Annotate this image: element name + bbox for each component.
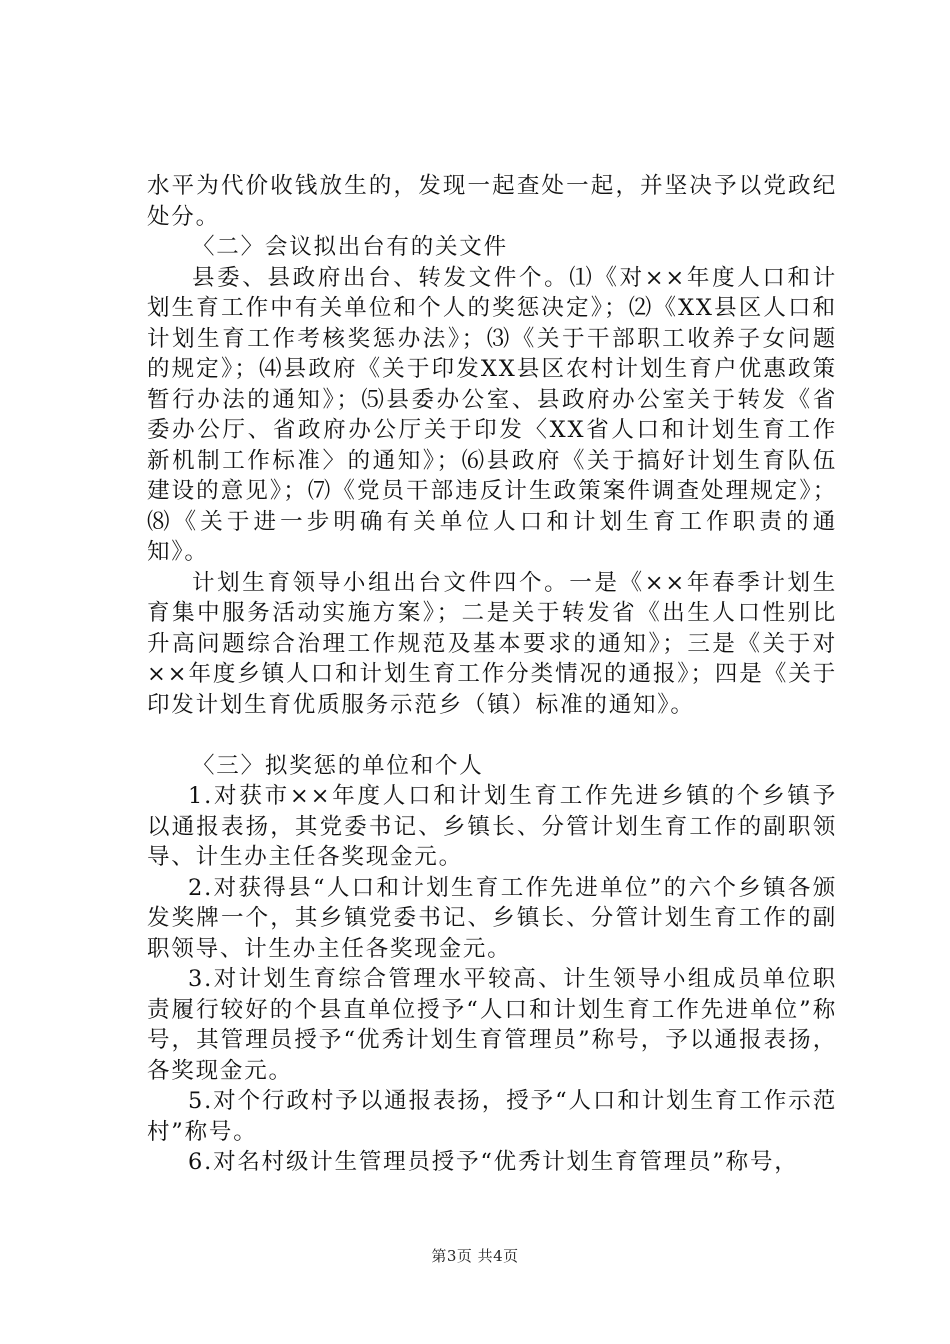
document-body: [147, 171, 837, 1178]
list-item-3: 3.对计划生育综合管理水平较高、计生领导小组成员单位职责履行较好的个县直单位授予“人口和计划生育工作先进单位”称号，其管理员授予“优秀计划生育管理员”称号，予以通报表扬，各奖现金元。: [147, 966, 837, 1084]
paragraph-continuation: 水平为代价收钱放生的，发现一起查处一起，并坚决予以党政纪处分。: [147, 173, 837, 230]
paragraph-county-documents: 县委、县政府出台、转发文件个。⑴《对××年度人口和计划生育工作中有关单位和个人的奖惩决定》；⑵《XX县区人口和计划生育工作考核奖惩办法》；⑶《关于干部职工收养子女问题的规定》；⑷县政府《关于印发XX县区农村计划生育户优惠政策暂行办法的通知》；⑸县委办公室、县政府办公室关于转发《省委办公厅、省政府办公厅关于印发〈XX省人口和计划生育工作新机制工作标准〉的通知》；⑹县政府《关于搞好计划生育队伍建设的意见》；⑺《党员干部违反计生政策案件调查处理规定》；⑻《关于进一步明确有关单位人口和计划生育工作职责的通知》。: [147, 264, 837, 565]
list-item-6: 6.对名村级计生管理员授予“优秀计划生育管理员”称号，: [188, 1149, 799, 1175]
paragraph-leading-group-documents: 计划生育领导小组出台文件四个。一是《××年春季计划生育集中服务活动实施方案》；二是关于转发省《出生人口性别比升高问题综合治理工作规范及基本要求的通知》；三是《关于对××年度乡镇人口和计划生育工作分类情况的通报》；四是《关于印发计划生育优质服务示范乡（镇）标准的通知》。: [147, 569, 837, 718]
list-item-1: 1.对获市××年度人口和计划生育工作先进乡镇的个乡镇予以通报表扬，其党委书记、乡镇长、分管计划生育工作的副职领导、计生办主任各奖现金元。: [147, 783, 837, 870]
list-item-5: 5.对个行政村予以通报表扬，授予“人口和计划生育工作示范村”称号。: [147, 1088, 837, 1145]
list-item-2: 2.对获得县“人口和计划生育工作先进单位”的六个乡镇各颁发奖牌一个，其乡镇党委书记、乡镇长、分管计划生育工作的副职领导、计生办主任各奖现金元。: [147, 874, 837, 962]
section-heading-3: 〈三〉拟奖惩的单位和个人: [192, 752, 484, 779]
page-number-footer: 第3页 共4页: [431, 1247, 519, 1265]
section-heading-2: 〈二〉会议拟出台有的关文件: [192, 234, 508, 260]
